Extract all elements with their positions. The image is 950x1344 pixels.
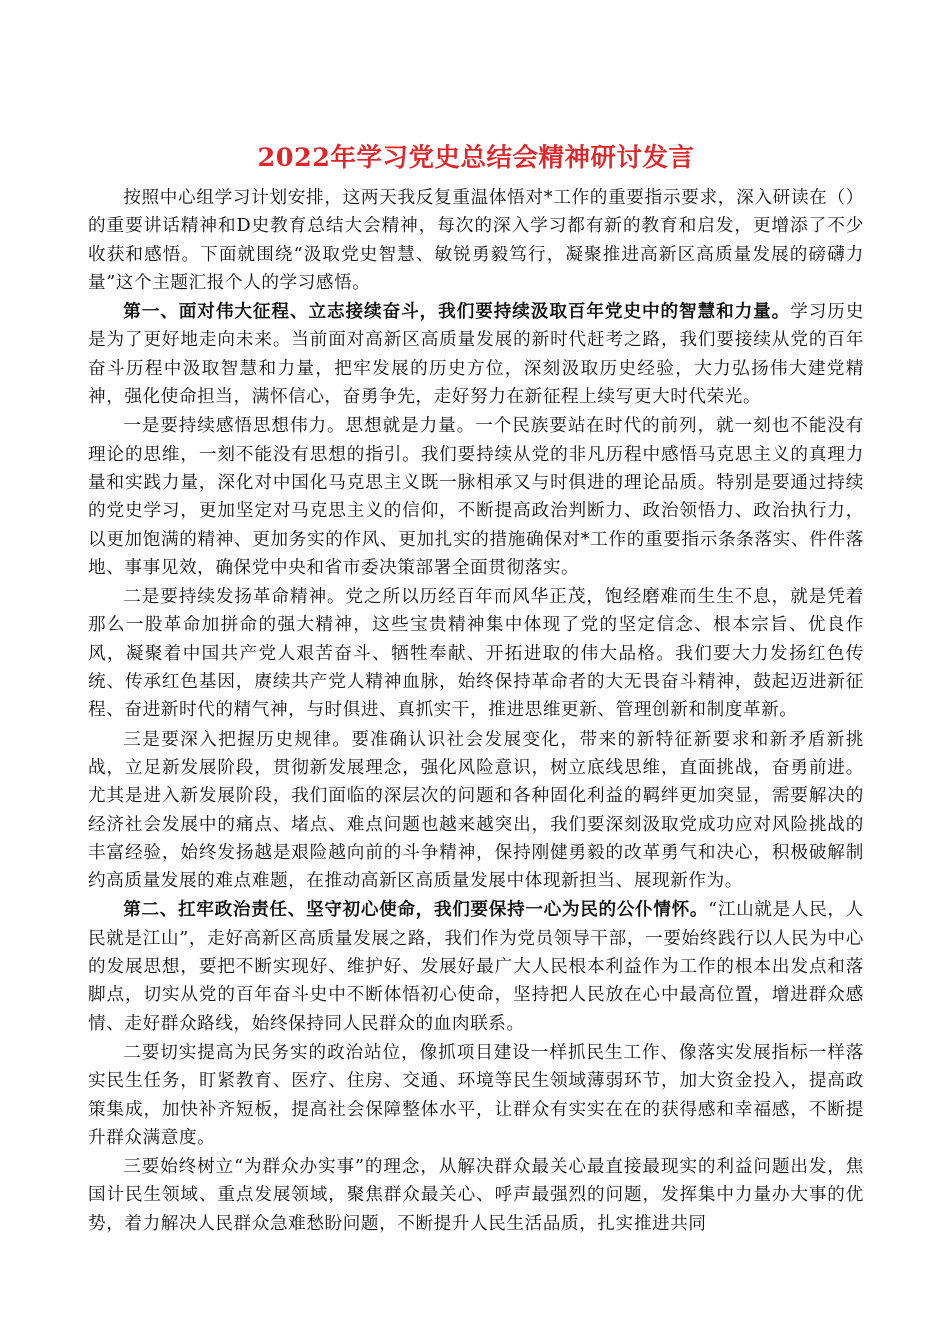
paragraph-text: 一是要持续感悟思想伟力。思想就是力量。一个民族要站在时代的前列，就一刻也不能没有理论的思维，一刻不能没有思想的指引。我们要持续从党的非凡历程中感悟马克思主义的真理力量和实践力量，深化对中国化马克思主义既一脉相承又与时俱进的理论品质。特别是要通过持续的党史学习，更加坚定对马克思主义的信仰，不断提高政治判断力、政治领悟力、政治执行力，以更加饱满的精神、更加务实的作风、更加扎实的措施确保对*工作的重要指示条条落实、件件落地、事事见效，确保党中央和省市委决策部署全面贯彻落实。: [88, 416, 864, 578]
paragraph-text: 学习历史是为了更好地走向未来。当前面对高新区高质量发展的新时代赶考之路，我们要接续从党的百年奋斗历程中汲取智慧和力量，把牢发展的历史方位，深刻汲取历史经验，大力弘扬伟大建党精神，强化使命担当，满怀信心，奋勇争先，走好努力在新征程上续写更大时代荣光。: [88, 302, 864, 408]
paragraph-lead: 第二、扛牢政治责任、坚守初心使命，我们要保持一心为民的公仆情怀。: [123, 899, 709, 921]
paragraph-section-one: [88, 298, 864, 411]
paragraph-intro: [88, 184, 864, 297]
document-title: 2022年学习党史总结会精神研讨发言: [257, 143, 695, 173]
document-page: [88, 138, 864, 1239]
paragraph-text: “江山就是人民，人民就是江山”，走好高新区高质量发展之路，我们作为党员领导干部，一要始终践行以人民为中心的发展思想，要把不断实现好、维护好、发展好最广大人民根本利益作为工作的根本出发点和落脚点，切实从党的百年奋斗史中不断体悟初心使命，坚持把人民放在心中最高位置，增进群众感情、走好群众路线，始终保持同人民群众的血肉联系。: [88, 900, 864, 1034]
paragraph-point-2: [88, 583, 864, 724]
paragraph-lead: 第一、面对伟大征程、立志接续奋斗，我们要持续汲取百年党史中的智慧和力量。: [123, 301, 791, 323]
paragraph-text: 三要始终树立“为群众办实事”的理念，从解决群众最关心最直接最现实的利益问题出发，焦国计民生领域、重点发展领域，聚焦群众最关心、呼声最强烈的问题，发挥集中力量办大事的优势，着力解决人民群众急难愁盼问题，不断提升人民生活品质，扎实推进共同: [88, 1157, 864, 1234]
paragraph-point-4: [88, 1039, 864, 1152]
paragraph-point-5: [88, 1153, 864, 1238]
paragraph-point-1: [88, 412, 864, 582]
paragraph-section-two: [88, 896, 864, 1037]
paragraph-text: 二要切实提高为民务实的政治站位，像抓项目建设一样抓民生工作、像落实发展指标一样落实民生任务，盯紧教育、医疗、住房、交通、环境等民生领域薄弱环节，加大资金投入，提高政策集成，加快补齐短板，提高社会保障整体水平，让群众有实实在在的获得感和幸福感，不断提升群众满意度。: [88, 1042, 864, 1148]
paragraph-text: 三是要深入把握历史规律。要准确认识社会发展变化，带来的新特征新要求和新矛盾新挑战，立足新发展阶段，贯彻新发展理念，强化风险意识，树立底线思维，直面挑战，奋勇前进。尤其是进入新发展阶段，我们面临的深层次的问题和各种固化利益的羁绊更加突显，需要解决的经济社会发展中的痛点、堵点、难点问题也越来越突出，我们要深刻汲取党成功应对风险挑战的丰富经验，始终发扬越是艰险越向前的斗争精神，保持刚健勇毅的改革勇气和决心，积极破解制约高质量发展的难点难题，在推动高新区高质量发展中体现新担当、展现新作为。: [88, 729, 864, 892]
paragraph-point-3: [88, 726, 864, 896]
paragraph-text: 按照中心组学习计划安排，这两天我反复重温体悟对*工作的重要指示要求，深入研读在（）的重要讲话精神和D史教育总结大会精神，每次的深入学习都有新的教育和启发，更增添了不少收获和感悟。下面就围绕“汲取党史智慧、敏锐勇毅笃行，凝聚推进高新区高质量发展的磅礴力量”这个主题汇报个人的学习感悟。: [88, 188, 864, 293]
paragraph-text: 二是要持续发扬革命精神。党之所以历经百年而风华正茂，饱经磨难而生生不息，就是凭着那么一股革命加拼命的强大精神，这些宝贵精神集中体现了党的坚定信念、根本宗旨、优良作风，凝聚着中国共产党人艰苦奋斗、牺牲奉献、开拓进取的伟大品格。我们要大力发扬红色传统、传承红色基因，赓续共产党人精神血脉，始终保持革命者的大无畏奋斗精神，鼓起迈进新征程、奋进新时代的精气神，与时俱进、真抓实干，推进思维更新、管理创新和制度革新。: [88, 587, 864, 721]
